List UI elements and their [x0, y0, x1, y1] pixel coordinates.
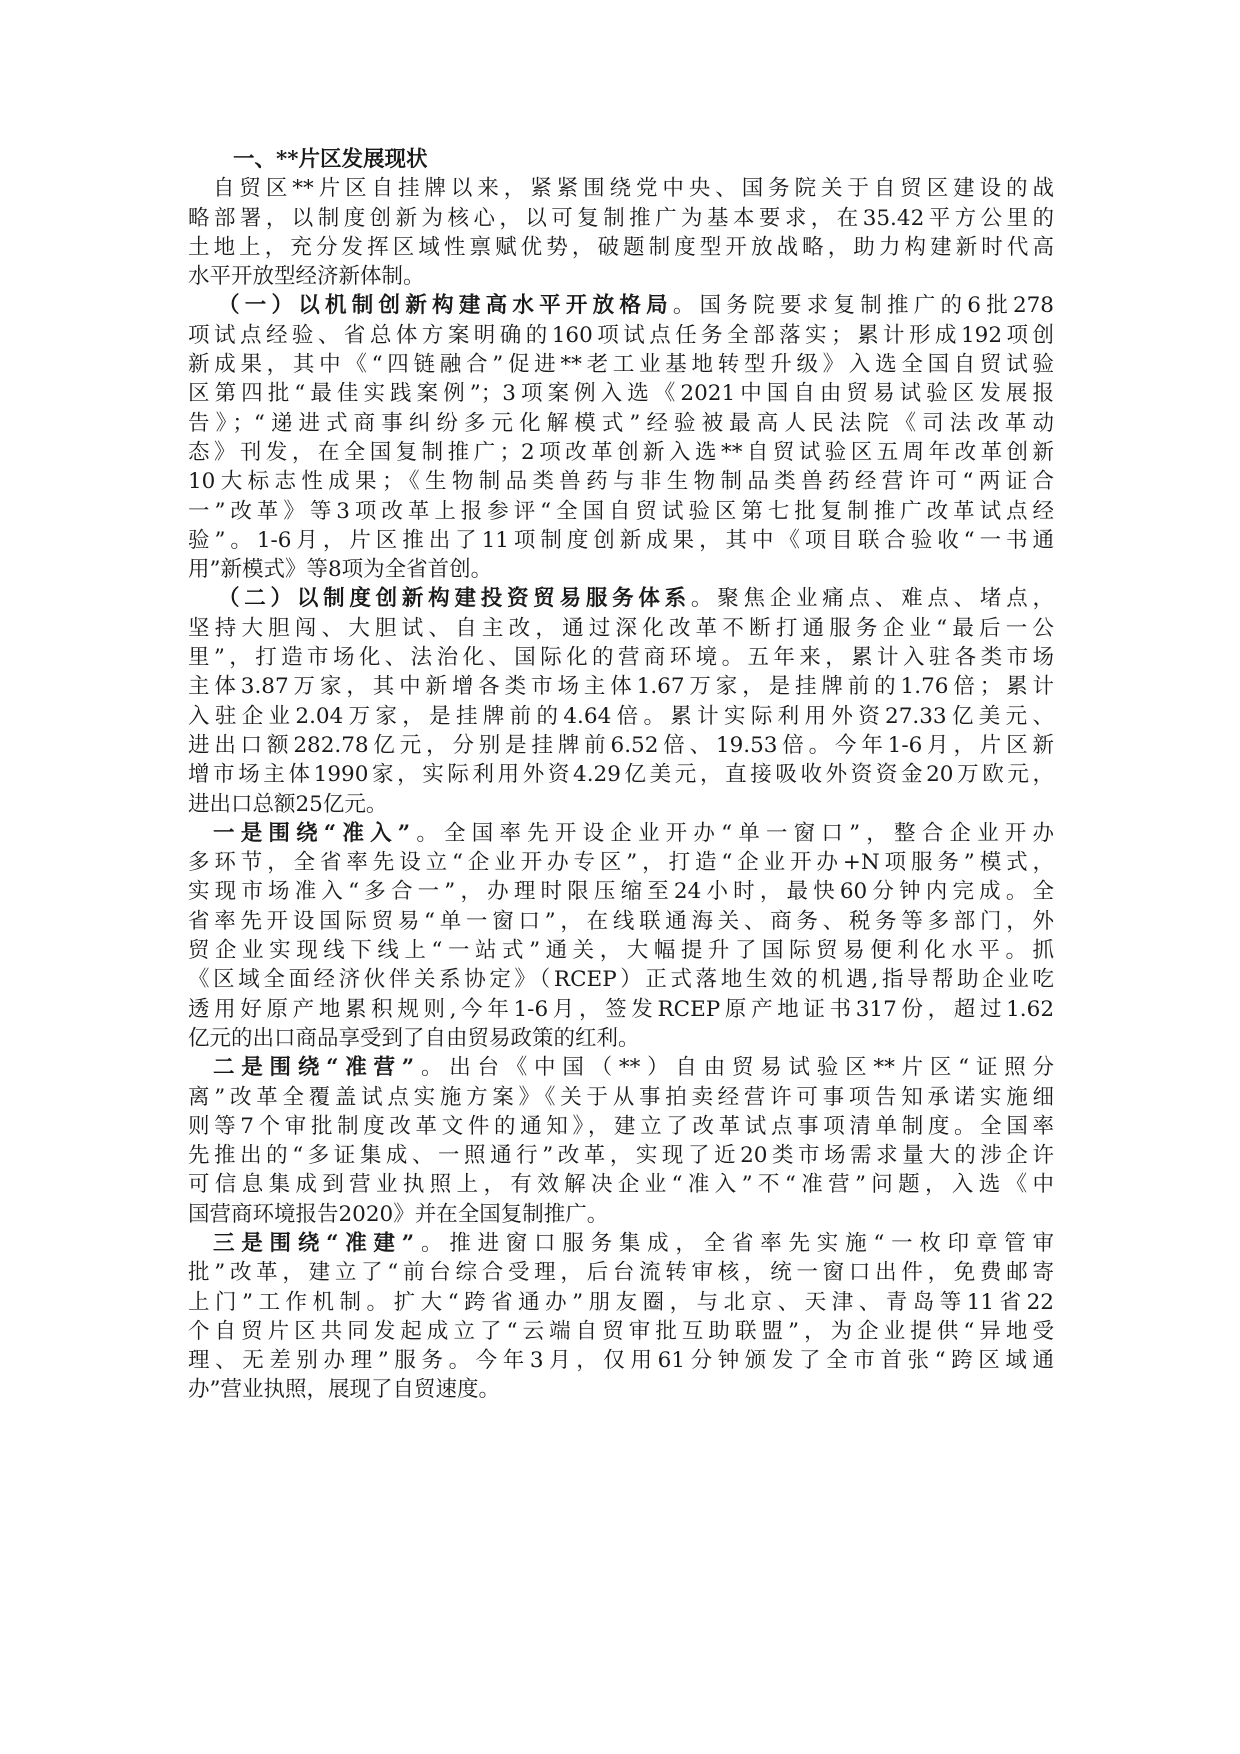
text-line	[188, 1024, 1054, 1053]
text-line	[188, 1112, 1054, 1141]
line-text: 主体3.87万家，其中新增各类市场主体1.67万家，是挂牌前的1.76倍；累计	[188, 674, 1054, 700]
bold-lead: （二）以制度创新构建投资贸易服务体系	[218, 586, 691, 612]
text-line	[188, 614, 1054, 643]
text-line	[188, 555, 1054, 584]
text-line	[188, 1317, 1054, 1346]
line-text: 项试点经验、省总体方案明确的160项试点任务全部落实；累计形成192项创	[188, 322, 1054, 348]
paragraph	[188, 1229, 1054, 1405]
line-text: 贸企业实现线下线上“一站式”通关，大幅提升了国际贸易便利化水平。抓	[188, 938, 1054, 964]
line-text: 则等7个审批制度改革文件的通知》，建立了改革试点事项清单制度。全国率	[188, 1113, 1054, 1139]
text-line	[188, 321, 1054, 350]
line-text: 批”改革，建立了“前台综合受理，后台流转审核，统一窗口出件，免费邮寄	[188, 1260, 1054, 1286]
text-line	[188, 760, 1054, 789]
line-text: 10大标志性成果；《生物制品类兽药与非生物制品类兽药经营许可“两证合	[188, 469, 1054, 495]
paragraph	[188, 174, 1054, 291]
text-line	[188, 702, 1054, 731]
line-text: 。出台《中国（**）自由贸易试验区**片区“证照分	[414, 1055, 1054, 1081]
line-text: 可信息集成到营业执照上，有效解决企业“准入”不“准营”问题，入选《中	[188, 1172, 1054, 1198]
text-line	[188, 1229, 1054, 1258]
text-line	[188, 965, 1054, 994]
text-line	[188, 936, 1054, 965]
text-line	[188, 877, 1054, 906]
line-text: 透用好原产地累积规则,今年1-6月，签发RCEP原产地证书317份，超过1.62	[188, 996, 1054, 1022]
line-text: 省率先开设国际贸易“单一窗口”，在线联通海关、商务、税务等多部门，外	[188, 908, 1054, 934]
paragraph	[188, 819, 1054, 1053]
text-line	[188, 643, 1054, 672]
text-line	[188, 467, 1054, 496]
text-line	[188, 409, 1054, 438]
text-line	[188, 526, 1054, 555]
text-line	[188, 1375, 1054, 1404]
line-text: 。推进窗口服务集成，全省率先实施“一枚印章管审	[414, 1230, 1054, 1256]
text-line	[188, 262, 1054, 291]
paragraph	[188, 1053, 1054, 1229]
text-line	[188, 1200, 1054, 1229]
text-line	[188, 1170, 1054, 1199]
line-text: 入驻企业2.04万家，是挂牌前的4.64倍。累计实际利用外资27.33亿美元、	[188, 703, 1054, 729]
section-heading	[188, 145, 1054, 174]
line-text: 实现市场准入“多合一”，办理时限压缩至24小时，最快60分钟内完成。全	[188, 879, 1054, 905]
line-text: 。国务院要求复制推广的6批278	[672, 293, 1054, 319]
text-line	[188, 1083, 1054, 1112]
bold-lead: （一）以机制创新构建高水平开放格局	[218, 293, 673, 319]
line-text: 个自贸片区共同发起成立了“云端自贸审批互助联盟”，为企业提供“异地受	[188, 1318, 1054, 1344]
text-line	[188, 1141, 1054, 1170]
line-text: 理、无差别办理”服务。今年3月，仅用61分钟颁发了全市首张“跨区域通	[188, 1348, 1054, 1374]
line-text: 亿元的出口商品享受到了自由贸易政策的红利。	[188, 1025, 640, 1051]
bold-lead: 三是围绕“准建”	[213, 1230, 415, 1256]
text-line	[188, 819, 1054, 848]
text-line	[188, 995, 1054, 1024]
text-line	[188, 731, 1054, 760]
text-line	[188, 584, 1054, 613]
line-text: 进出口额282.78亿元，分别是挂牌前6.52倍、19.53倍。今年1-6月，片区新	[188, 732, 1054, 758]
text-line	[188, 438, 1054, 467]
text-line	[188, 174, 1054, 203]
line-text: 新成果，其中《“四链融合”促进**老工业基地转型升级》入选全国自贸试验	[188, 352, 1054, 378]
line-text: 先推出的“多证集成、一照通行”改革，实现了近20类市场需求量大的涉企许	[188, 1143, 1054, 1169]
line-text: 离”改革全覆盖试点实施方案》《关于从事拍卖经营许可事项告知承诺实施细	[188, 1084, 1054, 1110]
line-text: 。全国率先开设企业开办“单一窗口”，整合企业开办	[410, 820, 1054, 846]
text-line	[188, 1288, 1054, 1317]
text-line	[188, 907, 1054, 936]
line-text: 多环节，全省率先设立“企业开办专区”，打造“企业开办+N项服务”模式，	[188, 850, 1054, 876]
line-text: 。聚焦企业痛点、难点、堵点，	[690, 586, 1054, 612]
bold-lead: 二是围绕“准营”	[213, 1055, 415, 1081]
line-text: 国营商环境报告2020》并在全国复制推广。	[188, 1201, 609, 1227]
line-text: 用”新模式》等8项为全省首创。	[188, 557, 493, 583]
text-line	[188, 1053, 1054, 1082]
line-text: 坚持大胆闯、大胆试、自主改，通过深化改革不断打通服务企业“最后一公	[188, 615, 1054, 641]
paragraph	[188, 291, 1054, 584]
text-line	[188, 379, 1054, 408]
text-line	[188, 848, 1054, 877]
text-line	[188, 672, 1054, 701]
line-text: 一”改革》等3项改革上报参评“全国自贸试验区第七批复制推广改革试点经	[188, 498, 1054, 524]
text-line	[188, 1258, 1054, 1287]
text-line	[188, 497, 1054, 526]
document-body	[188, 145, 1054, 1405]
line-text: 增市场主体1990家，实际利用外资4.29亿美元，直接吸收外资资金20万欧元，	[188, 762, 1054, 788]
line-text: 进出口总额25亿元。	[188, 791, 388, 817]
bold-lead: 一、**片区发展现状	[233, 147, 428, 172]
line-text: 告》；“递进式商事纠纷多元化解模式”经验被最高人民法院《司法改革动	[188, 410, 1054, 436]
line-text: 态》刊发，在全国复制推广；2项改革创新入选**自贸试验区五周年改革创新	[188, 439, 1054, 465]
line-text: 土地上，充分发挥区域性禀赋优势，破题制度型开放战略，助力构建新时代高	[188, 234, 1054, 260]
bold-lead: 一是围绕“准入”	[213, 820, 411, 846]
line-text: 里”，打造市场化、法治化、国际化的营商环境。五年来，累计入驻各类市场	[188, 645, 1054, 671]
line-text: 区第四批“最佳实践案例”；3项案例入选《2021中国自由贸易试验区发展报	[188, 381, 1054, 407]
line-text: 《区域全面经济伙伴关系协定》（RCEP）正式落地生效的机遇,指导帮助企业吃	[188, 967, 1054, 993]
text-line	[188, 145, 1054, 174]
line-text: 水平开放型经济新体制。	[188, 264, 425, 290]
text-line	[188, 233, 1054, 262]
line-text: 略部署，以制度创新为核心，以可复制推广为基本要求，在35.42平方公里的	[188, 205, 1054, 231]
paragraph	[188, 584, 1054, 818]
text-line	[188, 204, 1054, 233]
text-line	[188, 790, 1054, 819]
line-text: 办”营业执照，展现了自贸速度。	[188, 1377, 500, 1403]
line-text: 上门”工作机制。扩大“跨省通办”朋友圈，与北京、天津、青岛等11省22	[188, 1289, 1054, 1315]
line-text: 自贸区**片区自挂牌以来，紧紧围绕党中央、国务院关于自贸区建设的战	[213, 176, 1054, 202]
text-line	[188, 291, 1054, 320]
line-text: 验”。1-6月，片区推出了11项制度创新成果，其中《项目联合验收“一书通	[188, 527, 1054, 553]
text-line	[188, 350, 1054, 379]
text-line	[188, 1346, 1054, 1375]
